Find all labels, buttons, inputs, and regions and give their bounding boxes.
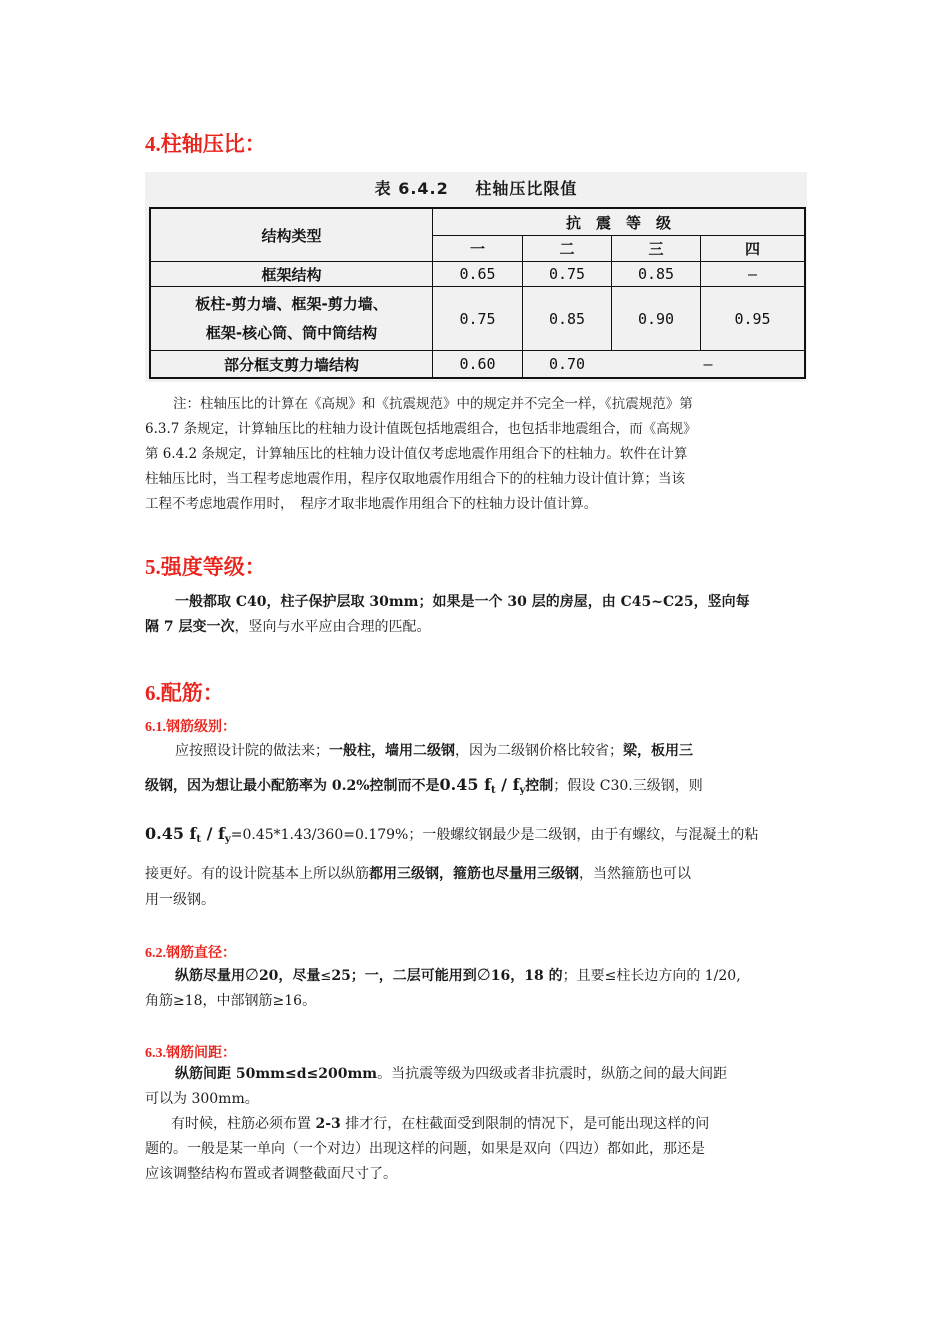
sec61-l1-d: 梁，板用三: [623, 743, 693, 759]
note-line-4: 柱轴压比时，当工程考虑地震作用，程序仅取地震作用组合下的的柱轴力设计值计算；当该: [145, 471, 685, 487]
sec61-l2-b: 控制: [525, 778, 554, 794]
sec61-line-3: [145, 820, 808, 854]
section-6-1-heading: 6.1.钢筋级别：: [145, 720, 236, 735]
sec61-line-1: [145, 737, 808, 765]
row-transfer-g1: 0.60: [459, 355, 496, 373]
row-frame-type: 框架结构: [261, 265, 322, 284]
sec63-p2-line-1: [145, 1112, 808, 1137]
sec62-paragraph: [145, 962, 808, 1014]
row-wall-g2: 0.85: [548, 309, 586, 328]
sec62-line-2: 角筋≥18，中部钢筋≥16。: [145, 993, 317, 1009]
row-wall-type-line2: 框架-核心筒、筒中筒结构: [205, 323, 378, 342]
sec63-p2-l1-a: 有时候，柱筋必须布置: [171, 1116, 316, 1132]
sec63-p2-l1-b: 2-3: [315, 1116, 341, 1132]
row-wall-type: [151, 287, 432, 350]
row-wall-g3: 0.90: [637, 309, 675, 328]
sec5-line-2-rest: ，竖向与水平应由合理的匹配。: [234, 619, 431, 635]
row-wall-type-line1: 板柱-剪力墙、框架-剪力墙、: [195, 294, 388, 313]
diameter-symbol: ∅: [245, 965, 259, 984]
row-transfer-g2: 0.70: [548, 355, 586, 373]
sec63-p2-line-3: 应该调整结构布置或者调整截面尺寸了。: [145, 1166, 397, 1182]
section-6-3-heading: 6.3.钢筋间距：: [145, 1046, 236, 1061]
sec61-l1-b: 一般柱，墙用二级钢: [329, 743, 455, 759]
sec61-line-4: [145, 861, 808, 913]
sec5-line-2-bold: 隔 7 层变一次: [145, 619, 235, 635]
sec63-l1-b: 。当抗震等级为四级或者非抗震时，纵筋之间的最大间距: [377, 1066, 728, 1082]
row-frame-g2: 0.75: [548, 265, 586, 283]
sec62-line-1: [145, 962, 808, 989]
sec61-l2-sub-y: y: [519, 785, 526, 796]
sec5-line-1: 一般都取 C40，柱子保护层取 30mm；如果是一个 30 层的房屋，由 C45~C25，竖向每: [175, 594, 750, 610]
note-line-2: 6.3.7 条规定，计算轴压比的柱轴力设计值既包括地震组合，也包括非地震组合，而《高规》: [145, 421, 697, 437]
note-line-3: 第 6.4.2 条规定，计算轴压比的柱轴力设计值仅考虑地震作用组合下的柱轴力。软件在计算: [145, 446, 688, 462]
row-transfer-merged: —: [703, 355, 713, 373]
table-number: 表 6.4.2: [374, 179, 449, 198]
sec61-l3-c: =0.45*1.43/360=0.179%；一般螺纹钢最少是二级钢，由于有螺纹，与混凝土的粘: [230, 827, 759, 843]
sec61-l5: 用一级钢。: [145, 892, 215, 908]
sec63-line-2: 可以为 300mm。: [145, 1091, 259, 1107]
sec61-l4-b: 都用三级钢，箍筋也尽量用三级钢: [369, 866, 579, 882]
section-4-heading: 4.柱轴压比：: [145, 132, 266, 156]
sec63-paragraph-1: [145, 1062, 808, 1112]
header-grade-3: 三: [648, 240, 664, 258]
sec62-l1-e: ；且要≤柱长边方向的 1/20,: [562, 968, 741, 984]
sec61-l3-sub-t: t: [196, 834, 202, 845]
less-equal-symbol: ≤: [320, 969, 332, 984]
sec61-l3-f1: 0.45 f: [145, 824, 197, 843]
section-5-paragraph: [145, 590, 808, 640]
sec63-line-1: [145, 1062, 808, 1087]
sec61-l2-sub-t: t: [490, 785, 496, 796]
axial-ratio-table: [145, 172, 807, 382]
sec62-l1-a: 纵筋尽量用: [175, 968, 245, 984]
sec61-l1-a: 应按照设计院的做法来；: [175, 743, 329, 759]
header-grade-1: 一: [469, 240, 485, 258]
sec62-l1-d: 16，18 的: [490, 968, 563, 984]
note-paragraph: [145, 392, 808, 517]
section-5-heading: 5.强度等级：: [145, 555, 266, 579]
row-wall-g1: 0.75: [459, 309, 496, 328]
sec61-l2-slash: / f: [495, 775, 520, 794]
note-line-1: 注：柱轴压比的计算在《高规》和《抗震规范》中的规定并不完全一样，《抗震规范》第: [173, 396, 693, 412]
sec63-paragraph-2: [145, 1112, 808, 1187]
sec63-l1-a: 纵筋间距 50mm≤d≤200mm: [175, 1066, 378, 1082]
sec62-l1-c: 25；一，二层可能用到: [331, 968, 477, 984]
sec61-l4-c: ，当然箍筋也可以: [579, 866, 691, 882]
sec61-l2-f1: 0.45 f: [439, 775, 491, 794]
row-transfer-type: 部分框支剪力墙结构: [223, 355, 359, 374]
row-frame-g1: 0.65: [459, 265, 496, 283]
sec63-p2-l1-c: 排才行，在柱截面受到限制的情况下，是可能出现这样的问: [340, 1116, 710, 1132]
sec61-l4-a: 接更好。有的设计院基本上所以纵筋: [145, 866, 369, 882]
sec61-l1-c: ，因为二级钢价格比较省；: [455, 743, 623, 759]
sec63-p2-line-2: 题的。一般是某一单向（一个对边）出现这样的问题，如果是双向（四边）都如此，那还是: [145, 1141, 705, 1157]
sec62-l1-b: 20，尽量: [258, 968, 321, 984]
section-6-heading: 6.配筋：: [145, 681, 224, 705]
sec5-line-2: [145, 615, 808, 640]
header-structure-type: 结构类型: [261, 226, 322, 245]
sec61-line-2: [145, 771, 808, 805]
sec61-l2-a: 级钢，因为想让最小配筋率为 0.2%控制而不是: [145, 778, 440, 794]
diameter-symbol-2: ∅: [476, 965, 491, 984]
row-wall-g4: 0.95: [734, 309, 771, 328]
section-6-2-heading: 6.2.钢筋直径：: [145, 946, 236, 961]
table-caption: [145, 176, 807, 199]
table-grid: [149, 207, 806, 379]
sec61-l3-slash: / f: [201, 824, 225, 843]
header-grade-4: 四: [744, 240, 760, 258]
sec61-l2-c: ；假设 C30.三级钢，则: [553, 778, 703, 794]
row-frame-g4: —: [747, 265, 758, 283]
sec61-l3-sub-y: y: [224, 834, 231, 845]
row-frame-g3: 0.85: [637, 265, 675, 283]
table-title: 柱轴压比限值: [475, 179, 578, 198]
note-line-5: 工程不考虑地震作用时， 程序才取非地震作用组合下的柱轴力设计值计算。: [145, 496, 598, 512]
header-grade-2: 二: [559, 240, 575, 258]
header-seismic-grade: 抗 震 等 级: [565, 213, 671, 232]
